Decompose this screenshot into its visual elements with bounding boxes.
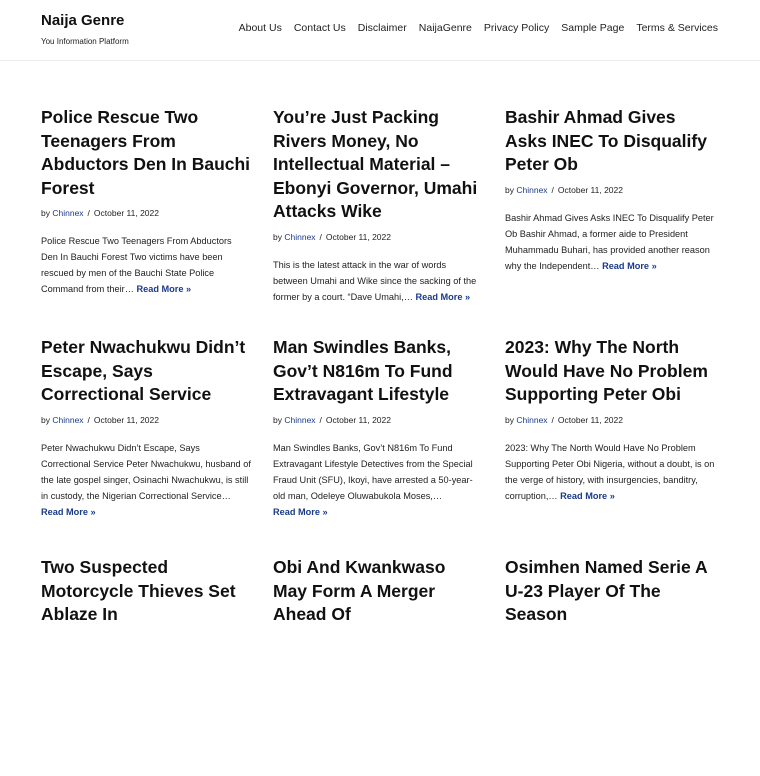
excerpt-text: Man Swindles Banks, Gov’t N816m To Fund Extravagant Lifestyle Detectives from the Special Fraud Unit (SFU), Ikoyi, have arrested a 50-year-old man, Odeleye Oluwabukola Moses,… [273,442,473,501]
read-more-link[interactable]: Read More » [273,506,328,517]
post-title [41,336,251,407]
meta-by: by [273,231,282,242]
excerpt-text: This is the latest attack in the war of words between Umahi and Wike since the sacking of the former by a court. “Dave Umahi,… [273,259,477,302]
post-title-link[interactable]: Police Rescue Two Teenagers From Abductors Den In Bauchi Forest [41,107,251,198]
post-meta [41,415,251,425]
meta-separator: / [551,414,554,425]
meta-by: by [41,414,50,425]
post-date: October 11, 2022 [325,414,391,425]
author-link[interactable]: Chinnex [284,231,316,242]
post-excerpt [273,257,483,305]
author-link[interactable]: Chinnex [52,414,84,425]
nav-item-about-us[interactable]: About Us [238,22,282,34]
post-meta [273,415,483,425]
nav-item-terms-services[interactable]: Terms & Services [636,22,718,34]
post-title [505,336,715,407]
meta-by: by [505,184,514,195]
post-meta [273,232,483,242]
site-header [0,0,760,61]
author-link[interactable]: Chinnex [516,414,548,425]
post-card [505,336,715,556]
post-card [41,336,251,556]
post-excerpt [505,210,715,274]
nav-item-sample-page[interactable]: Sample Page [561,22,625,34]
post-card [505,556,715,776]
excerpt-text: 2023: Why The North Would Have No Problem Supporting Peter Obi Nigeria, without a doubt, is on the verge of history, with insurgencies, banditry, corruption,… [505,442,715,501]
post-card [505,106,715,336]
meta-by: by [505,414,514,425]
post-date: October 11, 2022 [557,414,623,425]
post-excerpt [273,440,483,520]
nav-item-privacy-policy[interactable]: Privacy Policy [483,22,550,34]
site-title[interactable]: Naija Genre [41,12,125,29]
post-excerpt [41,233,251,297]
post-excerpt [505,440,715,504]
post-card [273,106,483,336]
post-meta [505,415,715,425]
nav-item-contact-us[interactable]: Contact Us [293,22,346,34]
post-title-link[interactable]: Man Swindles Banks, Gov’t N816m To Fund Extravagant Lifestyle [273,337,453,404]
post-title [505,106,715,177]
post-title-link[interactable]: You’re Just Packing Rivers Money, No Intellectual Material – Ebonyi Governor, Umahi Attacks Wike [273,107,478,221]
post-date: October 11, 2022 [93,208,159,218]
post-excerpt [41,440,251,520]
post-date: October 11, 2022 [557,184,623,195]
post-meta [41,208,251,218]
meta-separator: / [551,184,554,195]
post-title [273,556,483,627]
post-card [273,336,483,556]
author-link[interactable]: Chinnex [516,184,548,195]
post-title-link[interactable]: Peter Nwachukwu Didn’t Escape, Says Correctional Service [41,337,246,404]
post-card [41,556,251,776]
post-card [41,106,251,336]
read-more-link[interactable]: Read More » [41,506,96,517]
post-meta [505,185,715,195]
post-title-link[interactable]: Osimhen Named Serie A U-23 Player Of The Season [505,557,707,624]
meta-by: by [41,208,50,218]
post-title-link[interactable]: Two Suspected Motorcycle Thieves Set Ablaze In [41,557,236,624]
nav-item-disclaimer[interactable]: Disclaimer [357,22,407,34]
post-card [273,556,483,776]
excerpt-text: Peter Nwachukwu Didn’t Escape, Says Correctional Service Peter Nwachukwu, husband of the late gospel singer, Osinachi Nwachukwu, is still in custody, the Nigerian Correctional Service… [41,442,251,501]
excerpt-text: Bashir Ahmad Gives Asks INEC To Disqualify Peter Ob Bashir Ahmad, a former aide to President Muhammadu Buhari, has provided another reason why the Independent… [505,212,714,271]
post-title [505,556,715,627]
meta-separator: / [319,231,322,242]
site-tagline: You Information Platform [41,37,129,46]
read-more-link[interactable]: Read More » [602,260,657,271]
author-link[interactable]: Chinnex [52,208,84,218]
post-title [41,556,251,627]
primary-nav [239,22,718,34]
read-more-link[interactable]: Read More » [415,291,471,302]
post-title-link[interactable]: 2023: Why The North Would Have No Problem Supporting Peter Obi [505,337,708,404]
read-more-link[interactable]: Read More » [560,490,615,501]
author-link[interactable]: Chinnex [284,414,316,425]
posts-grid [41,106,721,776]
post-title-link[interactable]: Obi And Kwankwaso May Form A Merger Ahead Of [273,557,446,624]
post-title-link[interactable]: Bashir Ahmad Gives Asks INEC To Disqualify Peter Ob [505,107,707,174]
post-date: October 11, 2022 [93,414,159,425]
meta-separator: / [87,208,90,218]
post-title [41,106,251,200]
meta-separator: / [319,414,322,425]
meta-separator: / [87,414,90,425]
meta-by: by [273,414,282,425]
read-more-link[interactable]: Read More » [136,284,192,294]
post-title [273,336,483,407]
nav-item-naijagenre[interactable]: NaijaGenre [418,22,472,34]
post-date: October 11, 2022 [325,231,391,242]
post-title [273,106,483,224]
excerpt-text: Police Rescue Two Teenagers From Abductors Den In Bauchi Forest Two victims have been rescued by men of the Bauchi State Police Command from their… [41,236,232,294]
